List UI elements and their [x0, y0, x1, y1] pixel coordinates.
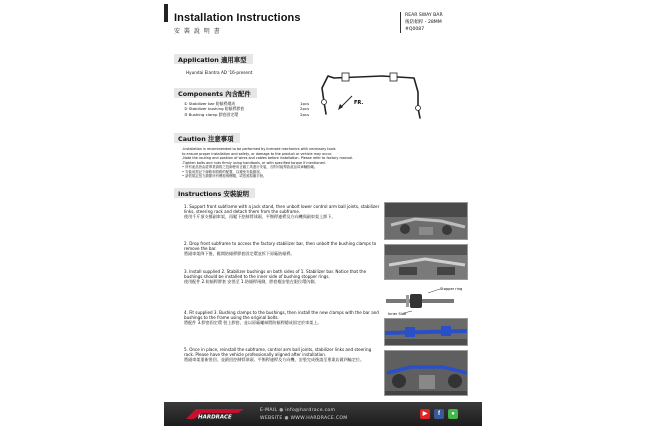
- instruction-step-5: 5. Once in place, reinstall the subframe, control arm ball joints, stabilizer links and steering rack. Please have the vehicle professionally aligned after installation. 將副車架重新裝回，並鎖回控制臂球頭、平衡桿連桿及方向機，安裝完成後請至專業店做四輪定位。: [184, 347, 372, 363]
- product-info-box: [400, 12, 443, 33]
- product-name-zh: 後防傾桿 - 28MM: [405, 20, 442, 25]
- step-5-photo: [384, 350, 468, 396]
- caution-line: -Installation is recommended to be performed by licensed mechanics with necessary tools: [182, 147, 336, 151]
- product-name-en: REAR SWAY BAR: [405, 13, 443, 18]
- footer-email: E-MAIL ● info@hardrace.com: [260, 408, 336, 413]
- component-item: ② Stabilizer bushing 防傾桿膠套 2pcs: [184, 106, 310, 112]
- caution-line: -Note the routing and position of wires and cables before installation. Please refer to factory manual.: [182, 156, 354, 160]
- part-number: #Q0087: [405, 27, 425, 32]
- step-3-diagram: [384, 283, 468, 317]
- logo-text: HARDRACE: [198, 414, 232, 421]
- website-link[interactable]: WWW.HARDRACE.COM: [290, 416, 348, 421]
- sway-bar-drawing: [312, 62, 432, 126]
- caution-line: • 請依規定扭力鎖緊所有螺栓與螺帽，或依照原廠手冊。: [182, 174, 267, 178]
- page-subtitle: 安 裝 說 明 書: [174, 28, 221, 35]
- bushing-right: [390, 73, 397, 81]
- instruction-step-3: 3. Install supplied 2. Stabilizer bushings on both sides of 1. Stabilizer bar. Notice that the bushings should be installed to the inner side of bushing stopper rings. 使用配件 2.防傾桿膠套 安裝至 1.防傾桿兩側，膠套應安裝在限位環內側。: [184, 269, 367, 285]
- footer-website: WEBSITE ● WWW.HARDRACE.COM: [260, 416, 348, 421]
- direction-label: FR.: [354, 100, 364, 106]
- caution-line: • 安裝前需記下線路和管路的配置，以避免安裝錯誤。: [182, 169, 264, 174]
- instruction-sheet: [164, 4, 482, 426]
- direction-arrowhead: [338, 104, 343, 110]
- hardrace-logo: [184, 407, 246, 421]
- bar-outline: [322, 76, 418, 108]
- caution-line: • 所有產品皆由經專業資格之技師使用正確工具進行安裝，否則可能導致產品或車輛損壞。: [182, 165, 318, 169]
- instructions-heading: Instructions 安裝說明: [174, 188, 255, 198]
- page-title: Installation Instructions: [174, 12, 301, 24]
- step-1-photo: [384, 202, 468, 240]
- wechat-icon[interactable]: ●: [448, 409, 458, 419]
- link-end-right: [416, 106, 421, 111]
- application-heading: Application 適用車型: [174, 54, 253, 64]
- component-item: ③ Bushing clamp 膠套固定環 2pcs: [184, 111, 310, 117]
- corner-mark: [164, 4, 168, 22]
- bushing-left: [342, 73, 349, 81]
- components-heading: Components 內含配件: [174, 88, 257, 98]
- step-4-photo: [384, 318, 468, 346]
- instruction-step-1: 1. Support front subframe with a jack stand, then unbolt lower control arm ball joints, stabilizer links, steering rack and detach them from the subframe. 使用千斤頂支撐副車架，再鬆下控制臂球頭、平衡桿連桿及方向機與副車架上卸下。: [184, 204, 380, 220]
- step-2-photo: [384, 244, 468, 280]
- vehicle-fitment: Hyundai Elantra AD '16-present: [186, 70, 253, 75]
- components-list: [184, 101, 314, 117]
- caution-line: -Tighten bolts and nuts firmly using handtools, or with specified torque if mentioned.: [182, 160, 326, 165]
- footer-bar: [164, 402, 482, 426]
- instruction-step-4: 4. Fit supplied 3. Bushing clamps to the bushings, then install the new clamps with the bar and bushings to the frame using the original bolts. 將配件 3.膠套固定環 裝上膠套，並以原廠螺絲將防傾桿總成固定於車架上。: [184, 310, 379, 326]
- caution-line: to ensure proper installation and safety, or damage to the product or vehicle may occur.: [182, 151, 333, 156]
- caution-list: [182, 147, 382, 179]
- instruction-step-2: 2. Drop front subframe to access the factory stabilizer bar, then unbolt the bushing clamps to remove the bar. 將副車架降下後，鬆開防傾桿膠套固定環並拆下原廠防傾桿。: [184, 241, 377, 257]
- link-end-left: [322, 100, 327, 105]
- inner-side-label: Inner Side: [388, 312, 407, 316]
- component-item: ① Stabilizer bar 防傾桿總成 1pcs: [184, 101, 310, 106]
- facebook-icon[interactable]: f: [434, 409, 444, 419]
- email-link[interactable]: info@hardrace.com: [285, 408, 336, 413]
- caution-heading: Caution 注意事項: [174, 133, 240, 143]
- youtube-icon[interactable]: ▶: [420, 409, 430, 419]
- stopper-ring-label: Stopper ring: [440, 287, 463, 291]
